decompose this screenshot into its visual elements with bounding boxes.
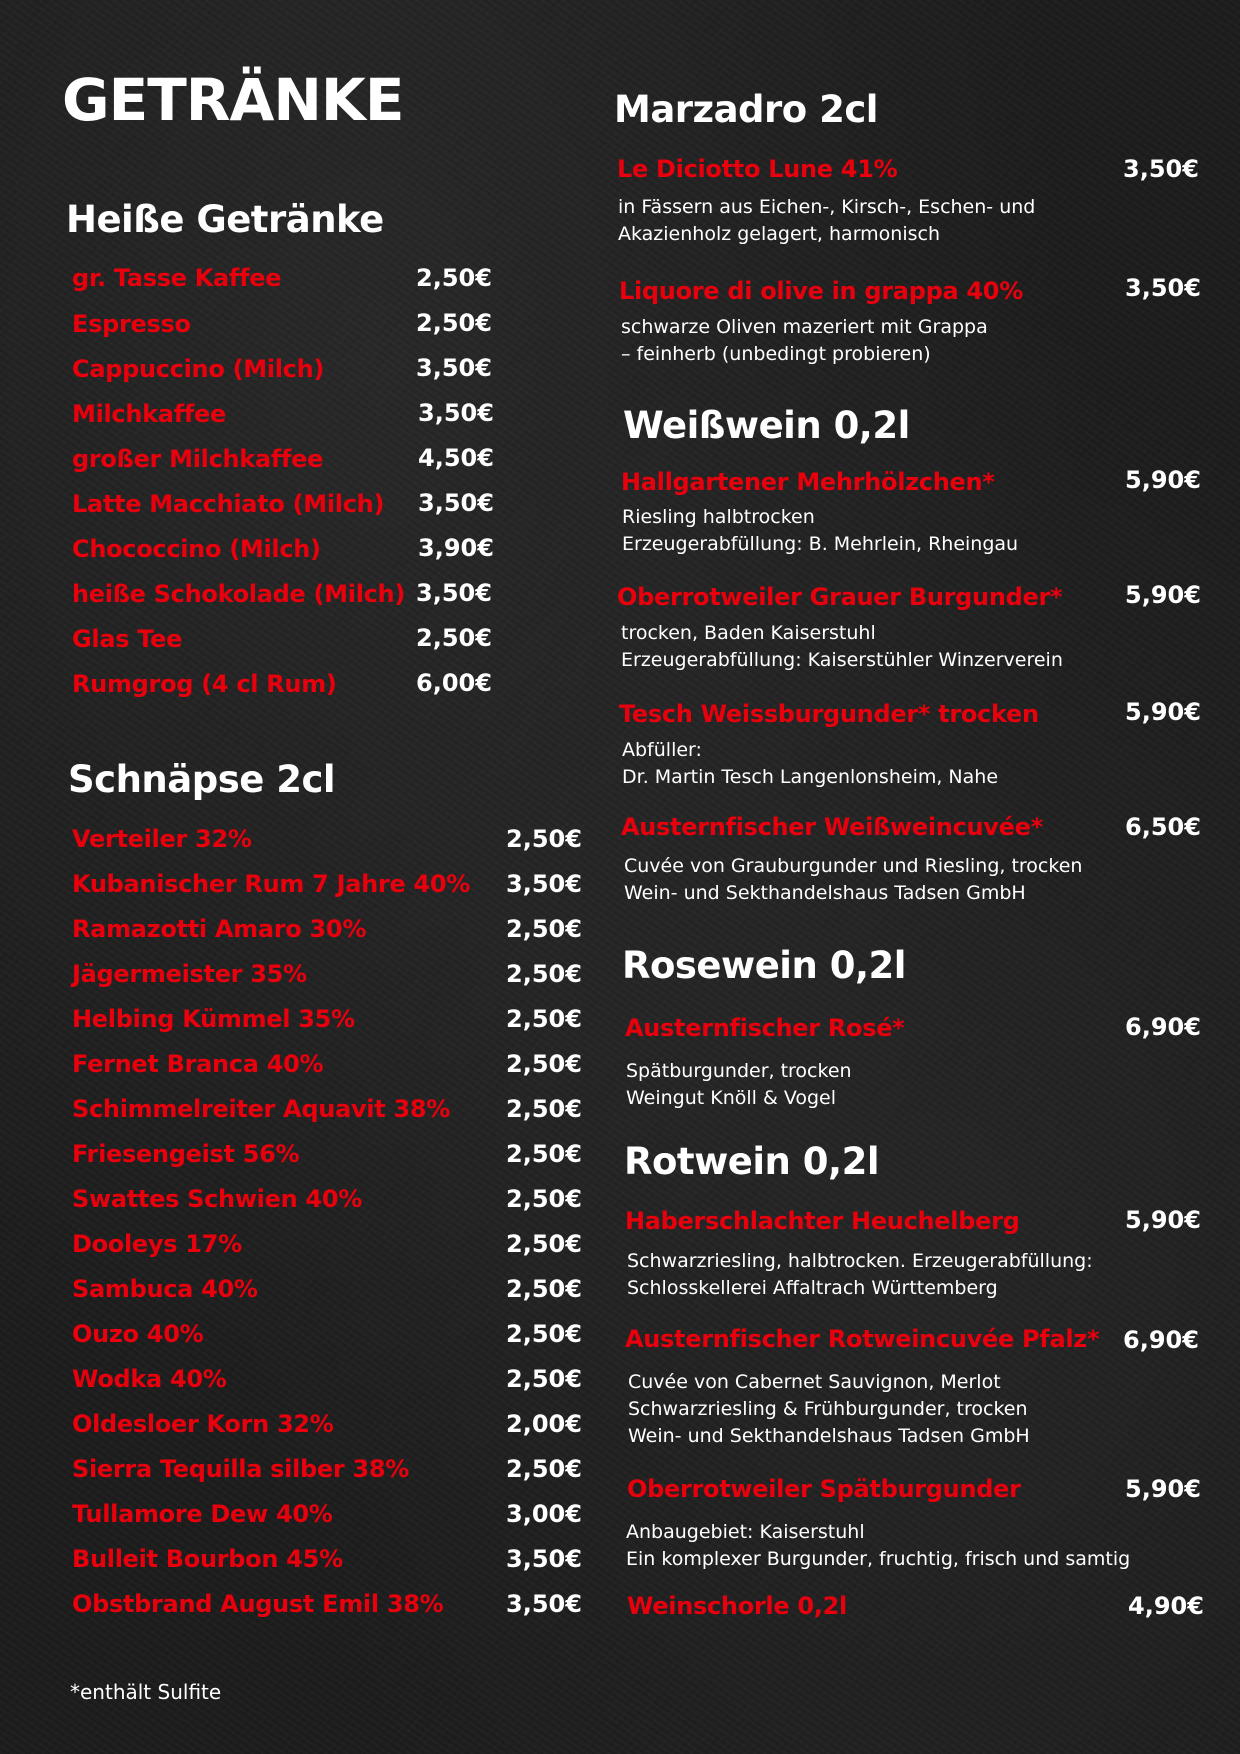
description-line: in Fässern aus Eichen-, Kirsch-, Eschen- und bbox=[618, 196, 1036, 218]
menu-item-description bbox=[628, 1369, 1030, 1450]
menu-item-price: 3,90€ bbox=[418, 534, 494, 562]
description-line: Riesling halbtrocken bbox=[622, 506, 815, 528]
menu-item-name: Swattes Schwien 40% bbox=[72, 1185, 362, 1213]
menu-item-name: Obstbrand August Emil 38% bbox=[72, 1590, 444, 1618]
menu-item-price: 5,90€ bbox=[1125, 698, 1201, 726]
menu-item-name: Oldesloer Korn 32% bbox=[72, 1410, 334, 1438]
description-line: Erzeugerabfüllung: Kaiserstühler Winzerverein bbox=[621, 649, 1063, 671]
menu-item-name: Schimmelreiter Aquavit 38% bbox=[72, 1095, 451, 1123]
section-heading-white-wine: Weißwein 0,2l bbox=[623, 404, 910, 447]
menu-item-price: 2,50€ bbox=[506, 1185, 582, 1213]
menu-item-name: Oberrotweiler Spätburgunder bbox=[627, 1475, 1021, 1503]
menu-item-description bbox=[626, 1519, 1130, 1573]
menu-item-price: 6,90€ bbox=[1125, 1013, 1201, 1041]
menu-item-description bbox=[621, 314, 988, 368]
section-heading-schnaps: Schnäpse 2cl bbox=[68, 758, 336, 801]
menu-item-price: 3,50€ bbox=[506, 1590, 582, 1618]
menu-item-name: Austernfischer Rosé* bbox=[625, 1014, 905, 1042]
menu-item-name: Bulleit Bourbon 45% bbox=[72, 1545, 343, 1573]
menu-item-description bbox=[622, 504, 1018, 558]
menu-item-name: Dooleys 17% bbox=[72, 1230, 242, 1258]
menu-item-price: 5,90€ bbox=[1125, 581, 1201, 609]
menu-item-price: 3,50€ bbox=[1123, 155, 1199, 183]
menu-item-price: 3,50€ bbox=[416, 354, 492, 382]
menu-item-name: Ramazotti Amaro 30% bbox=[72, 915, 367, 943]
menu-item-name: Hallgartener Mehrhölzchen* bbox=[621, 468, 995, 496]
menu-item-price: 2,50€ bbox=[506, 1050, 582, 1078]
menu-item-name: Weinschorle 0,2l bbox=[627, 1592, 847, 1620]
page-title: GETRÄNKE bbox=[62, 66, 404, 134]
menu-item-price: 2,50€ bbox=[506, 1005, 582, 1033]
menu-item-price: 2,50€ bbox=[506, 825, 582, 853]
menu-item-price: 2,50€ bbox=[506, 1140, 582, 1168]
menu-item-name: Helbing Kümmel 35% bbox=[72, 1005, 355, 1033]
description-line: trocken, Baden Kaiserstuhl bbox=[621, 622, 876, 644]
description-line: Erzeugerabfüllung: B. Mehrlein, Rheingau bbox=[622, 533, 1019, 555]
menu-item-name: Verteiler 32% bbox=[72, 825, 252, 853]
menu-item-name: Austernfischer Weißweincuvée* bbox=[621, 813, 1043, 841]
menu-item-name: Sambuca 40% bbox=[72, 1275, 258, 1303]
menu-item-price: 2,50€ bbox=[506, 1275, 582, 1303]
menu-item-name: Ouzo 40% bbox=[72, 1320, 204, 1348]
menu-item-price: 2,50€ bbox=[416, 624, 492, 652]
menu-item-price: 2,50€ bbox=[506, 960, 582, 988]
section-heading-red-wine: Rotwein 0,2l bbox=[624, 1140, 880, 1183]
menu-item-name: Haberschlachter Heuchelberg bbox=[625, 1207, 1020, 1235]
menu-item-name: Latte Macchiato (Milch) bbox=[72, 490, 385, 518]
menu-item-name: Cappuccino (Milch) bbox=[72, 355, 325, 383]
description-line: Weingut Knöll & Vogel bbox=[626, 1087, 837, 1109]
section-heading-rose-wine: Rosewein 0,2l bbox=[622, 944, 906, 987]
menu-item-price: 2,50€ bbox=[506, 1365, 582, 1393]
menu-item-price: 2,50€ bbox=[416, 309, 492, 337]
menu-item-price: 2,50€ bbox=[506, 1230, 582, 1258]
footnote-sulfites: *enthält Sulfite bbox=[70, 1680, 222, 1704]
menu-item-name: Sierra Tequilla silber 38% bbox=[72, 1455, 410, 1483]
description-line: Cuvée von Grauburgunder und Riesling, trocken bbox=[624, 855, 1083, 877]
menu-item-description bbox=[626, 1058, 852, 1112]
menu-item-name: Friesengeist 56% bbox=[72, 1140, 300, 1168]
menu-item-price: 3,50€ bbox=[1125, 274, 1201, 302]
description-line: – feinherb (unbedingt probieren) bbox=[621, 343, 931, 365]
menu-item-price: 4,50€ bbox=[418, 444, 494, 472]
menu-item-price: 3,50€ bbox=[418, 399, 494, 427]
description-line: schwarze Oliven mazeriert mit Grappa bbox=[621, 316, 988, 338]
menu-item-name: Le Diciotto Lune 41% bbox=[617, 155, 898, 183]
menu-item-price: 2,00€ bbox=[506, 1410, 582, 1438]
menu-item-description bbox=[624, 853, 1082, 907]
menu-item-description bbox=[621, 620, 1063, 674]
section-heading-hot-drinks: Heiße Getränke bbox=[66, 198, 384, 241]
menu-item-name: Liquore di olive in grappa 40% bbox=[619, 277, 1023, 305]
description-line: Akazienholz gelagert, harmonisch bbox=[618, 223, 941, 245]
menu-item-price: 6,90€ bbox=[1123, 1326, 1199, 1354]
description-line: Wein- und Sekthandelshaus Tadsen GmbH bbox=[624, 882, 1026, 904]
menu-item-description bbox=[627, 1248, 1093, 1302]
description-line: Anbaugebiet: Kaiserstuhl bbox=[626, 1521, 865, 1543]
menu-item-description bbox=[622, 737, 998, 791]
description-line: Dr. Martin Tesch Langenlonsheim, Nahe bbox=[622, 766, 999, 788]
description-line: Abfüller: bbox=[622, 739, 702, 761]
menu-item-name: großer Milchkaffee bbox=[72, 445, 324, 473]
menu-item-price: 3,50€ bbox=[506, 870, 582, 898]
menu-item-name: Kubanischer Rum 7 Jahre 40% bbox=[72, 870, 471, 898]
menu-item-name: Espresso bbox=[72, 310, 191, 338]
menu-item-name: gr. Tasse Kaffee bbox=[72, 264, 282, 292]
description-line: Cuvée von Cabernet Sauvignon, Merlot bbox=[628, 1371, 1001, 1393]
menu-item-price: 3,50€ bbox=[416, 579, 492, 607]
menu-item-price: 3,50€ bbox=[418, 489, 494, 517]
menu-item-price: 2,50€ bbox=[506, 1095, 582, 1123]
menu-item-name: Oberrotweiler Grauer Burgunder* bbox=[617, 583, 1063, 611]
menu-item-price: 2,50€ bbox=[506, 1320, 582, 1348]
menu-item-price: 2,50€ bbox=[506, 915, 582, 943]
menu-item-price: 5,90€ bbox=[1125, 1206, 1201, 1234]
menu-item-name: Tesch Weissburgunder* trocken bbox=[619, 700, 1039, 728]
menu-item-description bbox=[618, 194, 1035, 248]
menu-item-name: Rumgrog (4 cl Rum) bbox=[72, 670, 337, 698]
description-line: Wein- und Sekthandelshaus Tadsen GmbH bbox=[628, 1425, 1030, 1447]
menu-item-name: Jägermeister 35% bbox=[72, 960, 307, 988]
section-heading-marzadro: Marzadro 2cl bbox=[614, 88, 878, 131]
description-line: Ein komplexer Burgunder, fruchtig, frisch und samtig bbox=[626, 1548, 1131, 1570]
menu-item-price: 2,50€ bbox=[506, 1455, 582, 1483]
menu-item-price: 3,50€ bbox=[506, 1545, 582, 1573]
description-line: Schwarzriesling & Frühburgunder, trocken bbox=[628, 1398, 1028, 1420]
menu-item-price: 6,00€ bbox=[416, 669, 492, 697]
menu-item-name: Glas Tee bbox=[72, 625, 183, 653]
menu-item-name: heiße Schokolade (Milch) bbox=[72, 580, 405, 608]
menu-item-name: Wodka 40% bbox=[72, 1365, 227, 1393]
menu-item-name: Austernfischer Rotweincuvée Pfalz* bbox=[625, 1325, 1100, 1353]
menu-item-price: 2,50€ bbox=[416, 264, 492, 292]
menu-item-price: 5,90€ bbox=[1125, 1475, 1201, 1503]
menu-item-name: Fernet Branca 40% bbox=[72, 1050, 324, 1078]
description-line: Schlosskellerei Affaltrach Württemberg bbox=[627, 1277, 998, 1299]
menu-item-price: 5,90€ bbox=[1125, 466, 1201, 494]
menu-item-name: Milchkaffee bbox=[72, 400, 226, 428]
menu-item-price: 6,50€ bbox=[1125, 813, 1201, 841]
description-line: Schwarzriesling, halbtrocken. Erzeugerabfüllung: bbox=[627, 1250, 1093, 1272]
menu-item-name: Tullamore Dew 40% bbox=[72, 1500, 333, 1528]
description-line: Spätburgunder, trocken bbox=[626, 1060, 852, 1082]
menu-item-price: 3,00€ bbox=[506, 1500, 582, 1528]
menu-item-name: Chococcino (Milch) bbox=[72, 535, 321, 563]
menu-item-price: 4,90€ bbox=[1128, 1592, 1204, 1620]
